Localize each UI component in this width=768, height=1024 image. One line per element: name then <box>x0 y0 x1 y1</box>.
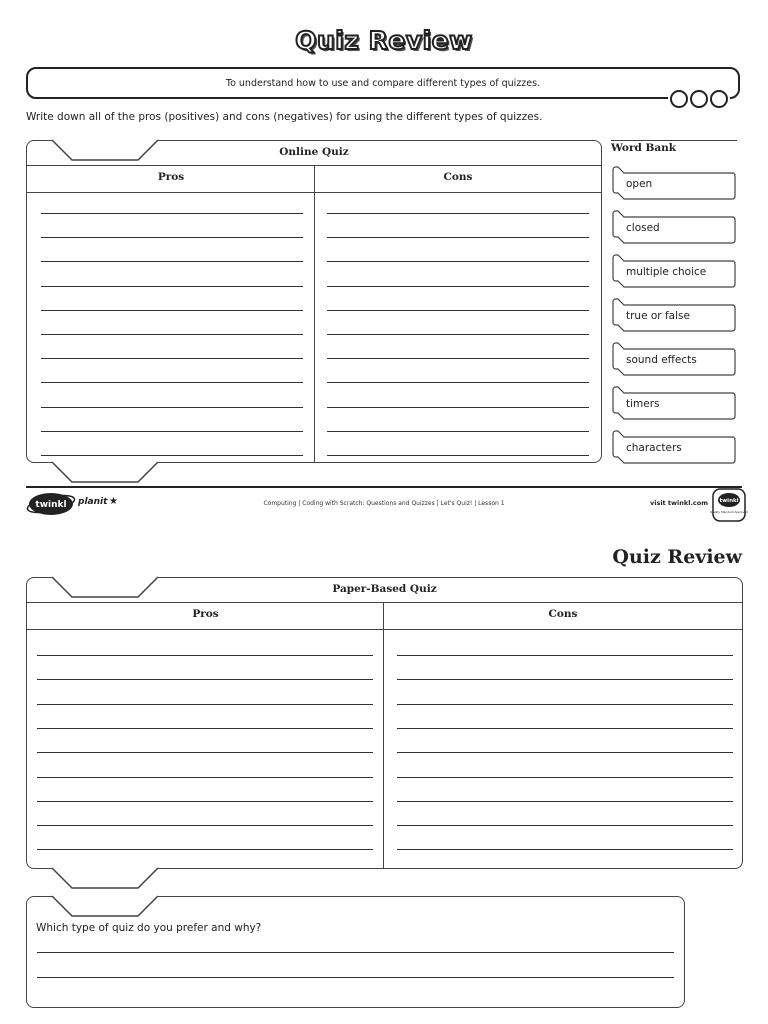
badge-text: twinkl <box>719 498 739 504</box>
footer-rule <box>26 486 742 488</box>
instruction-text: Write down all of the pros (positives) and cons (negatives) for using the different types of quizzes. <box>26 111 543 123</box>
online-quiz-panel <box>26 140 602 463</box>
tab-notch-bottom <box>52 461 160 485</box>
writing-line[interactable] <box>37 655 373 656</box>
word-bank-word: characters <box>626 442 682 454</box>
online-quiz-column-divider <box>314 165 315 462</box>
writing-line[interactable] <box>327 407 589 408</box>
writing-line[interactable] <box>41 431 303 432</box>
footer-course-text: Computing | Coding with Scratch: Questions and Quizzes | Let's Quiz! | Lesson 1 <box>263 500 505 507</box>
writing-line[interactable] <box>41 286 303 287</box>
planit-logo: planit <box>78 497 108 507</box>
writing-line[interactable] <box>327 213 589 214</box>
word-bank-title: Word Bank <box>611 142 677 154</box>
writing-line[interactable] <box>37 777 373 778</box>
writing-line[interactable] <box>41 310 303 311</box>
writing-line[interactable] <box>327 286 589 287</box>
writing-line[interactable] <box>41 261 303 262</box>
word-bank-word: true or false <box>626 310 690 322</box>
writing-line[interactable] <box>37 825 373 826</box>
writing-line[interactable] <box>397 655 733 656</box>
writing-line[interactable] <box>41 382 303 383</box>
writing-line[interactable] <box>397 801 733 802</box>
writing-line[interactable] <box>327 358 589 359</box>
star-icon: ★ <box>109 496 118 507</box>
writing-line[interactable] <box>397 777 733 778</box>
writing-line[interactable] <box>397 752 733 753</box>
word-bank-card <box>612 298 736 332</box>
paper-quiz-column-divider <box>383 602 384 868</box>
page-2-title: Quiz Review <box>612 546 742 568</box>
writing-line[interactable] <box>327 334 589 335</box>
paper-quiz-panel <box>26 577 743 869</box>
writing-line[interactable] <box>327 237 589 238</box>
answer-line[interactable] <box>37 977 674 978</box>
writing-line[interactable] <box>327 310 589 311</box>
twinkl-logo-text: twinkl <box>35 500 67 510</box>
word-bank-word: open <box>626 178 653 190</box>
writing-line[interactable] <box>397 679 733 680</box>
quality-badge-icon <box>712 488 746 522</box>
writing-line[interactable] <box>41 358 303 359</box>
writing-line[interactable] <box>397 704 733 705</box>
tab-notch-top <box>52 576 160 600</box>
writing-line[interactable] <box>37 801 373 802</box>
word-bank-card <box>612 342 736 376</box>
learning-objective: To understand how to use and compare different types of quizzes. <box>26 67 740 99</box>
word-bank-card <box>612 210 736 244</box>
writing-line[interactable] <box>41 455 303 456</box>
online-quiz-pros-header: Pros <box>157 171 185 183</box>
word-bank-card <box>612 430 736 464</box>
page-title: Quiz Review <box>295 26 473 55</box>
writing-line[interactable] <box>327 431 589 432</box>
writing-line[interactable] <box>327 455 589 456</box>
word-bank-card <box>612 254 736 288</box>
paper-quiz-header-row <box>27 602 742 630</box>
online-quiz-title: Online Quiz <box>279 146 349 158</box>
word-bank-word: sound effects <box>626 354 697 366</box>
word-bank-card <box>612 166 736 200</box>
word-bank-rule <box>611 140 737 141</box>
paper-quiz-pros-header: Pros <box>192 608 219 620</box>
writing-line[interactable] <box>37 728 373 729</box>
preference-question: Which type of quiz do you prefer and why? <box>36 922 262 934</box>
chain-circles-decoration <box>668 88 730 108</box>
word-bank-word: multiple choice <box>626 266 707 278</box>
writing-line[interactable] <box>41 334 303 335</box>
writing-line[interactable] <box>37 849 373 850</box>
online-quiz-cons-header: Cons <box>443 171 473 183</box>
writing-line[interactable] <box>41 237 303 238</box>
tab-notch-bottom <box>52 867 160 891</box>
paper-quiz-cons-header: Cons <box>548 608 578 620</box>
writing-line[interactable] <box>397 849 733 850</box>
word-bank-word: closed <box>626 222 660 234</box>
visit-link[interactable]: visit twinkl.com <box>650 499 709 507</box>
writing-line[interactable] <box>41 213 303 214</box>
writing-line[interactable] <box>37 752 373 753</box>
writing-line[interactable] <box>37 679 373 680</box>
writing-line[interactable] <box>397 728 733 729</box>
writing-line[interactable] <box>327 261 589 262</box>
twinkl-logo-icon <box>26 490 76 518</box>
word-bank-card <box>612 386 736 420</box>
writing-line[interactable] <box>397 825 733 826</box>
tab-notch-top <box>52 895 160 919</box>
writing-line[interactable] <box>37 704 373 705</box>
answer-line[interactable] <box>37 952 674 953</box>
word-bank-word: timers <box>626 398 660 410</box>
paper-quiz-title: Paper-Based Quiz <box>332 583 437 595</box>
badge-subtext: Quality Standard Approved <box>710 510 748 514</box>
writing-line[interactable] <box>327 382 589 383</box>
tab-notch-top <box>52 139 160 163</box>
writing-line[interactable] <box>41 407 303 408</box>
